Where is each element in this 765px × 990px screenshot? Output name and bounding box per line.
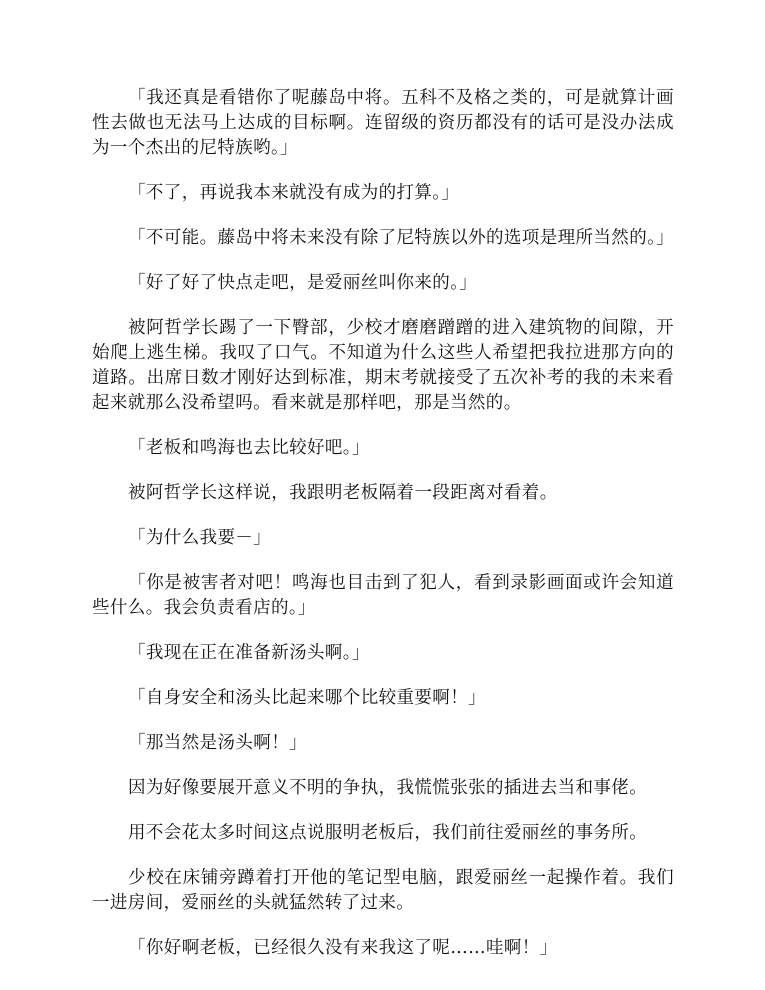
paragraph: 「为什么我要－」 — [128, 528, 272, 548]
paragraph: 「不可能。藤岛中将未来没有除了尼特族以外的选项是理所当然的。」 — [128, 228, 675, 248]
paragraph: 「你是被害者对吧！鸣海也目击到了犯人，看到录影画面或许会知道些什么。我会负责看店的。」 — [92, 573, 674, 618]
paragraph: 被阿哲学长踢了一下臀部，少校才磨磨蹭蹭的进入建筑物的间隙，开始爬上逃生梯。我叹了口气。不知道为什么这些人希望把我拉进那方向的道路。出席日数才刚好达到标准，期末考就接受了五次补考的我的未来看起来就那么没希望吗。看来就是那样吧，那是当然的。 — [92, 318, 674, 413]
paragraph: 「老板和鸣海也去比较好吧。」 — [128, 438, 370, 458]
paragraph: 「我现在正在准备新汤头啊。」 — [128, 643, 370, 663]
paragraph: 「不了，再说我本来就没有成为的打算。」 — [128, 183, 460, 203]
document-body — [92, 86, 674, 981]
paragraph: 「我还真是看错你了呢藤岛中将。五科不及格之类的，可是就算计画性去做也无法马上达成的目标啊。连留级的资历都没有的话可是没办法成为一个杰出的尼特族哟。」 — [92, 88, 674, 158]
paragraph: 「自身安全和汤头比起来哪个比较重要啊！」 — [128, 688, 486, 708]
paragraph: 少校在床铺旁蹲着打开他的笔记型电脑，跟爱丽丝一起操作着。我们一进房间，爱丽丝的头就猛然转了过来。 — [92, 868, 674, 913]
paragraph: 因为好像要展开意义不明的争执，我慌慌张张的插进去当和事佬。 — [128, 778, 648, 798]
paragraph: 「那当然是汤头啊！」 — [128, 733, 307, 753]
paragraph: 「好了好了快点走吧，是爱丽丝叫你来的。」 — [128, 273, 478, 293]
paragraph: 用不会花太多时间这点说服明老板后，我们前往爱丽丝的事务所。 — [128, 823, 648, 843]
paragraph: 被阿哲学长这样说，我跟明老板隔着一段距离对看着。 — [128, 483, 558, 503]
paragraph: 「你好啊老板，已经很久没有来我这了呢……哇啊！」 — [128, 938, 558, 958]
